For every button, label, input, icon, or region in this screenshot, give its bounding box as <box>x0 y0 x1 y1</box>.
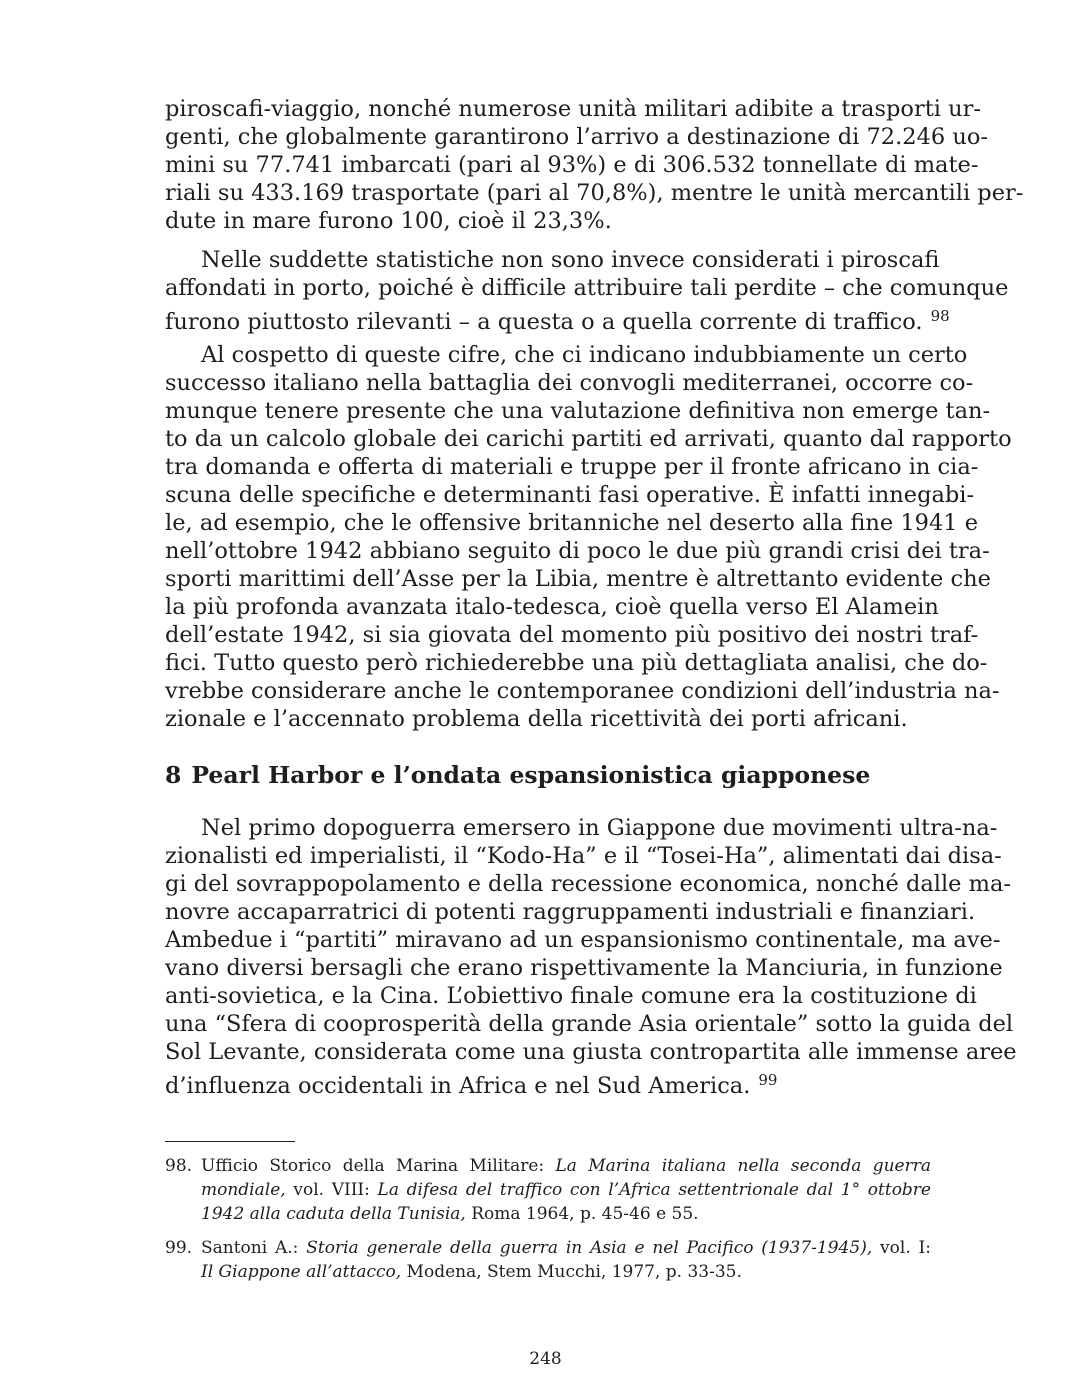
text-line: vrebbe considerare anche le contemporanee condizioni dell’industria na- <box>165 678 1000 704</box>
footnote-text: Roma 1964, p. 45-46 e 55. <box>465 1204 699 1224</box>
text-line: nell’ottobre 1942 abbiano seguito di poco le due più grandi crisi dei tra- <box>165 538 990 564</box>
text-line: sporti marittimi dell’Asse per la Libia, mentre è altrettanto evidente che <box>165 566 991 592</box>
text-line: la più profonda avanzata italo-tedesca, cioè quella verso El Alamein <box>165 594 939 620</box>
text-line: genti, che globalmente garantirono l’arrivo a destinazione di 72.246 uo- <box>165 124 989 150</box>
text-line-content: d’influenza occidentali in Africa e nel Sud America. <box>165 1073 751 1099</box>
footnote-line <box>201 1237 931 1260</box>
text-line: affondati in porto, poiché è difficile attribuire tali perdite – che comunque <box>165 275 1009 301</box>
footnote-number: 99. <box>165 1238 193 1258</box>
text-line: anti-sovietica, e la Cina. L’obiettivo finale comune era la costituzione di <box>165 983 977 1009</box>
text-line: successo italiano nella battaglia dei convogli mediterranei, occorre co- <box>165 370 974 396</box>
footnote-line <box>201 1203 931 1226</box>
footnote-line <box>201 1261 931 1284</box>
text-line: Al cospetto di queste cifre, che ci indicano indubbiamente un certo <box>201 342 968 368</box>
text-line: novre accaparratrici di potenti raggruppamenti industriali e finanziari. <box>165 899 976 925</box>
footnote-text: vol. I: <box>872 1238 931 1258</box>
text-line: to da un calcolo globale dei carichi partiti ed arrivati, quanto dal rapporto <box>165 426 1012 452</box>
text-line: riali su 433.169 trasportate (pari al 70,8%), mentre le unità mercantili per- <box>165 180 1024 206</box>
text-line: Nel primo dopoguerra emersero in Giappone due movimenti ultra-na- <box>201 815 998 841</box>
text-line: fici. Tutto questo però richiederebbe una più dettagliata analisi, che do- <box>165 650 988 676</box>
footnote-line <box>201 1179 931 1202</box>
footnote-title: 1942 alla caduta della Tunisia, <box>201 1204 466 1224</box>
footnote-ref-99[interactable]: 99 <box>758 1071 778 1089</box>
footnote-text: vol. VIII: <box>285 1180 378 1200</box>
section-number: 8 <box>165 761 182 789</box>
section-heading <box>165 760 931 790</box>
text-line: le, ad esempio, che le offensive britanniche nel deserto alla fine 1941 e <box>165 510 979 536</box>
footnote-line <box>201 1155 931 1178</box>
text-line: dute in mare furono 100, cioè il 23,3%. <box>165 208 612 234</box>
footnote-title: La difesa del traffico con l’Africa settentrionale dal 1° ottobre <box>377 1180 931 1200</box>
text-line: gi del sovrappopolamento e della recessione economica, nonché dalle ma- <box>165 871 1011 897</box>
text-line: Nelle suddette statistiche non sono invece considerati i piroscafi <box>201 247 940 273</box>
footnote-title: mondiale, <box>201 1180 286 1200</box>
text-line <box>165 303 950 336</box>
footnote-separator <box>165 1141 295 1142</box>
footnote-text: Santoni A.: <box>201 1238 307 1258</box>
footnote-text: Ufficio Storico della Marina Militare: <box>201 1156 556 1176</box>
text-line: una “Sfera di cooprosperità della grande Asia orientale” sotto la guida del <box>165 1011 1014 1037</box>
text-line: zionale e l’accennato problema della ricettività dei porti africani. <box>165 706 908 732</box>
text-line-content: furono piuttosto rilevanti – a questa o a quella corrente di traffico. <box>165 309 923 335</box>
text-line: mini su 77.741 imbarcati (pari al 93%) e di 306.532 tonnellate di mate- <box>165 152 979 178</box>
text-line: Sol Levante, considerata come una giusta contropartita alle immense aree <box>165 1039 1017 1065</box>
footnote-title: Storia generale della guerra in Asia e nel Pacifico (1937-1945), <box>306 1238 873 1258</box>
footnote-ref-98[interactable]: 98 <box>930 307 950 325</box>
footnote-number: 98. <box>165 1156 193 1176</box>
page-number: 248 <box>529 1349 562 1369</box>
section-title: Pearl Harbor e l’ondata espansionistica giapponese <box>191 761 871 789</box>
text-line: piroscafi-viaggio, nonché numerose unità militari adibite a trasporti ur- <box>165 96 981 122</box>
text-line <box>165 1067 931 1100</box>
footnote-title: La Marina italiana nella seconda guerra <box>555 1156 932 1176</box>
text-line: tra domanda e offerta di materiali e truppe per il fronte africano in cia- <box>165 454 979 480</box>
text-line: vano diversi bersagli che erano rispettivamente la Manciuria, in funzione <box>165 955 1003 981</box>
text-line: munque tenere presente che una valutazione definitiva non emerge tan- <box>165 398 991 424</box>
footnote-title: Il Giappone all’attacco, <box>201 1262 402 1282</box>
text-line: dell’estate 1942, si sia giovata del momento più positivo dei nostri traf- <box>165 622 979 648</box>
text-line: Ambedue i “partiti” miravano ad un espansionismo continentale, ma ave- <box>165 927 1001 953</box>
text-line: scuna delle specifiche e determinanti fasi operative. È infatti innegabi- <box>165 482 975 508</box>
text-line: zionalisti ed imperialisti, il “Kodo-Ha” e il “Tosei-Ha”, alimentati dai disa- <box>165 843 1002 869</box>
footnote-text: Modena, Stem Mucchi, 1977, p. 33-35. <box>401 1262 742 1282</box>
